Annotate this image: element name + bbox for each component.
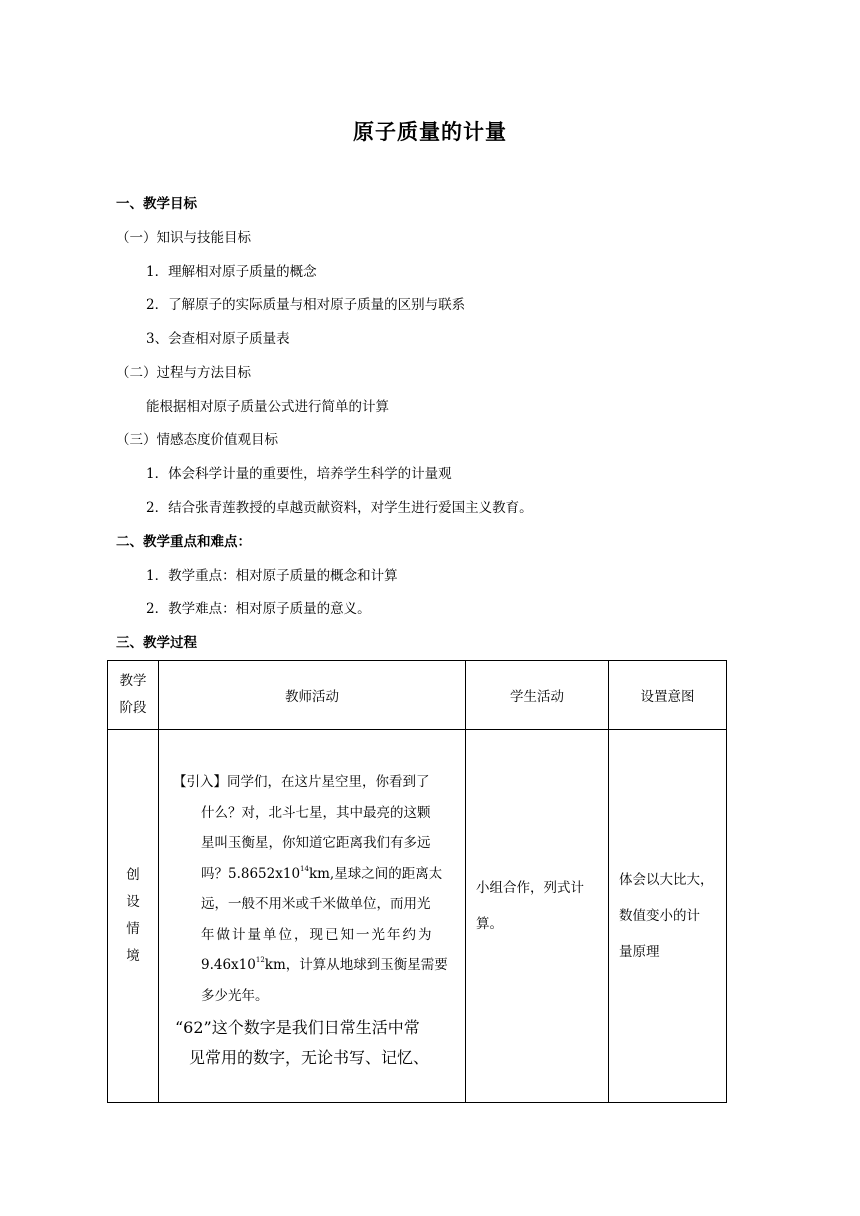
student-line: 小组合作，列式计 <box>476 880 584 896</box>
intent-line: 体会以大比大， <box>619 872 714 888</box>
key-point-item: 1．教学重点：相对原子质量的概念和计算 <box>146 568 398 584</box>
stage-char: 创 <box>126 867 140 883</box>
key-point-item: 2．教学难点：相对原子质量的意义。 <box>146 601 371 617</box>
objective-item: 3、会查相对原子质量表 <box>146 331 290 347</box>
teacher-line: 见常用的数字，无论书写、记忆、 <box>189 1048 430 1067</box>
objective-item: 1．理解相对原子质量的概念 <box>146 264 317 280</box>
stage-char: 情 <box>126 921 140 937</box>
teacher-line: 年做计量单位，现已知一光年约为 <box>201 926 434 943</box>
section-heading-objectives: 一、教学目标 <box>116 196 197 212</box>
teacher-line: “62”这个数字是我们日常生活中常 <box>175 1018 420 1037</box>
header-teacher-activity: 教师活动 <box>159 661 466 730</box>
objective-item: 1．体会科学计量的重要性，培养学生科学的计量观 <box>146 466 452 482</box>
header-intent: 设置意图 <box>609 661 727 730</box>
student-line: 算。 <box>476 916 503 932</box>
exponent: 12 <box>255 956 265 964</box>
header-stage-line1: 教学 <box>119 673 147 689</box>
objective-item: 2．结合张青莲教授的卓越贡献资料，对学生进行爱国主义教育。 <box>146 500 533 516</box>
teacher-line: 什么？对，北斗七星，其中最亮的这颗 <box>201 804 431 821</box>
teaching-process-table <box>107 660 727 1103</box>
teacher-line: 多少光年。 <box>201 987 269 1004</box>
stage-char: 境 <box>126 948 140 964</box>
intent-cell <box>609 730 727 1103</box>
subheading-process-methods: （二）过程与方法目标 <box>116 365 251 381</box>
table-header-row <box>108 661 727 730</box>
objective-item: 2．了解原子的实际质量与相对原子质量的区别与联系 <box>146 297 466 313</box>
subheading-knowledge-skills: （一）知识与技能目标 <box>116 230 251 246</box>
student-activity-cell <box>466 730 609 1103</box>
header-student-activity: 学生活动 <box>466 661 609 730</box>
teacher-line: 吗？$5.8652x10^{14}km$,星球之间的距离太 <box>201 864 443 882</box>
stage-cell <box>108 730 159 1103</box>
teacher-line: $9.46x10^{12}km$，计算从地球到玉衡星需要 <box>201 956 448 973</box>
stage-char: 设 <box>126 894 140 910</box>
section-heading-key-points: 二、教学重点和难点： <box>116 534 251 550</box>
intent-line: 数值变小的计 <box>619 908 700 924</box>
subheading-attitudes-values: （三）情感态度价值观目标 <box>116 432 278 448</box>
section-heading-process: 三、教学过程 <box>116 635 197 651</box>
document-title: 原子质量的计量 <box>353 120 507 144</box>
teacher-line: 远，一般不用米或千米做单位，而用光 <box>201 896 431 912</box>
header-stage <box>108 661 159 730</box>
intent-line: 量原理 <box>619 944 660 960</box>
table-row <box>108 730 727 1103</box>
teacher-activity-cell <box>159 730 466 1103</box>
header-stage-line2: 阶段 <box>119 700 147 716</box>
exponent: 14 <box>300 864 309 873</box>
teacher-line: 星叫玉衡星，你知道它距离我们有多远 <box>201 835 431 851</box>
teacher-line: 【引入】同学们，在这片星空里，你看到了 <box>173 774 430 790</box>
objective-item: 能根据相对原子质量公式进行简单的计算 <box>146 399 389 415</box>
